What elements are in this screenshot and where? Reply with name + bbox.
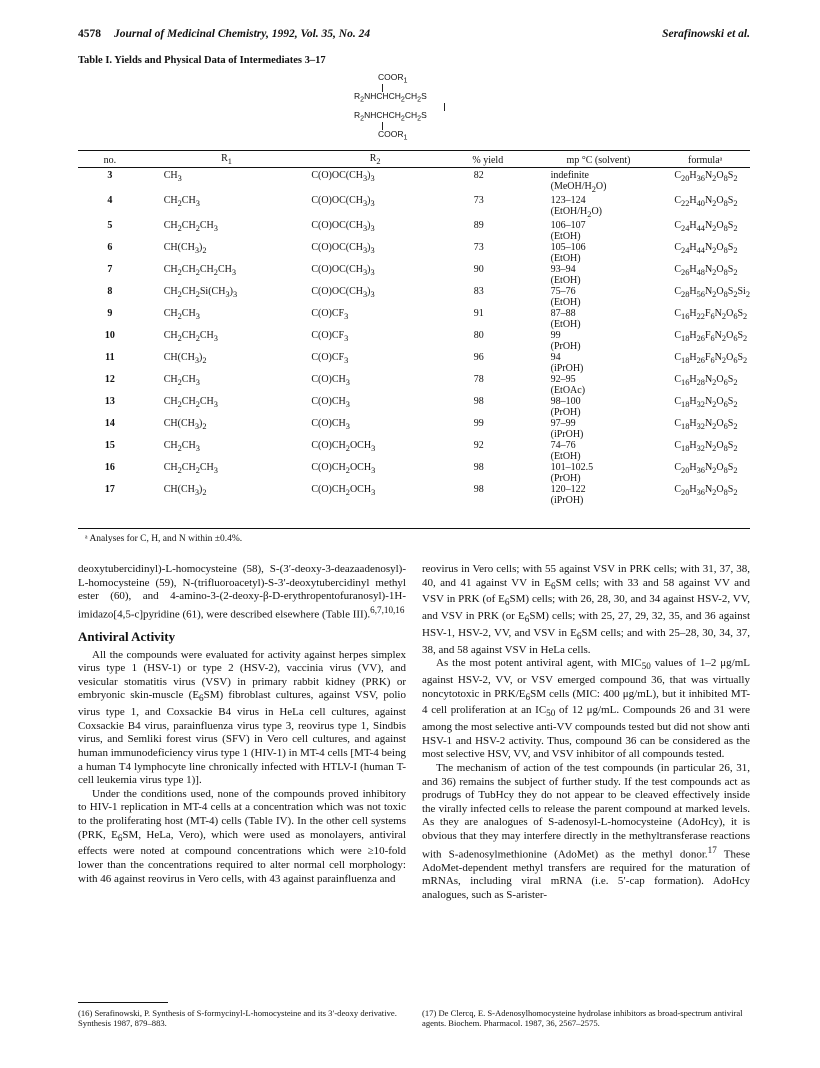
cell-formula: $C_{20}H_{36}N_2O_8S_2$	[674, 462, 738, 475]
cell-yield: 82	[473, 170, 484, 181]
chemical-structure	[340, 72, 470, 142]
cell-r2: $C(O)CH_3$	[311, 374, 350, 387]
cell-r2: $C(O)OC(CH_3)_3$	[311, 170, 375, 183]
table-row	[78, 170, 750, 195]
cell-no: 16	[104, 462, 115, 473]
cell-no: 17	[104, 484, 115, 495]
structure-line-1: $R_2NHCHCH_2CH_2S$	[354, 91, 427, 104]
cell-r1: $CH_2CH_2CH_2CH_3$	[163, 264, 237, 277]
cell-no: 5	[107, 220, 113, 231]
cell-yield: 98	[473, 396, 484, 407]
cell-mp: 98–100 (PrOH)	[550, 396, 581, 418]
cell-yield: 98	[473, 462, 484, 473]
body-paragraph: Under the conditions used, none of the compounds proved inhibitory to HIV-1 replication in MT-4 cells at a concentration which was not toxic to the proliferating host (MT-4) cells (Table IV). In the other cell systems (PRK, $E_6SM$, HeLa, Vero), which were used as monolayers, antiviral effects were noted at compound concentrations which were ≥10-fold lower than the concentrations required to alter normal cell morphology: with 46 against reovirus in Vero cells, with 43 against parainfluenza and	[78, 787, 406, 885]
intro-paragraph: deoxytubercidinyl)-L-homocysteine (58), S-(3′-deoxy-3-deazaadenosyl)-L-homocysteine (59), N-(trifluoroacetyl)-S-3′-deoxytubercidinyl methyl ester (60), and 4-amino-3-(2-deoxy-β-D-erythropentofuranosyl)-1H-imidazo[4,5-c]pyridine (61), were described elsewhere (Table III).$^{6,7,10,16}$	[78, 563, 406, 621]
section-heading: Antiviral Activity	[78, 629, 176, 645]
cell-formula: $C_{22}H_{40}N_2O_8S_2$	[674, 195, 738, 208]
cell-r1: $CH_2CH_3$	[163, 308, 200, 321]
col-header-mp: mp °C (solvent)	[566, 154, 631, 166]
cell-r1: $CH_2CH_2CH_3$	[163, 462, 218, 475]
reference-16: (16) Serafinowski, P. Synthesis of S-formycinyl-L-homocysteine and its 3′-deoxy derivative. Synthesis 1987, 879–883.	[78, 1008, 397, 1029]
table-row	[78, 462, 750, 484]
cell-mp: 94 (iPrOH)	[550, 352, 584, 374]
cell-formula: $C_{16}H_{22}F_6N_2O_6S_2$	[674, 308, 748, 321]
cell-mp: 74–76 (EtOH)	[550, 440, 581, 462]
cell-mp: 123–124 $(EtOH/H_2O)$	[550, 195, 603, 219]
cell-no: 10	[104, 330, 115, 341]
table-row	[78, 396, 750, 418]
cell-r1: $CH(CH_3)_2$	[163, 352, 207, 365]
cell-no: 13	[104, 396, 115, 407]
structure-line-2: $R_2NHCHCH_2CH_2S$	[354, 110, 427, 123]
col-header-formula: formulaᵃ	[687, 154, 723, 166]
page-number: 4578	[78, 28, 101, 40]
cell-r2: $C(O)CF_3$	[311, 352, 349, 365]
cell-formula: $C_{24}H_{44}N_2O_8S_2$	[674, 242, 738, 255]
structure-bottom-group: $COOR_1$	[378, 129, 408, 142]
cell-yield: 78	[473, 374, 484, 385]
table-row	[78, 440, 750, 462]
table-header-row	[78, 152, 750, 170]
cell-r2: $C(O)OC(CH_3)_3$	[311, 286, 375, 299]
cell-formula: $C_{20}H_{36}N_2O_8S_2$	[674, 484, 738, 497]
cell-r1: $CH(CH_3)_2$	[163, 484, 207, 497]
cell-r2: $C(O)CF_3$	[311, 330, 349, 343]
cell-formula: $C_{18}H_{32}N_2O_8S_2$	[674, 440, 738, 453]
cell-mp: 87–88 (EtOH)	[550, 308, 581, 330]
cell-r2: $C(O)CH_2OCH_3$	[311, 462, 376, 475]
cell-formula: $C_{18}H_{26}F_6N_2O_6S_2$	[674, 352, 748, 365]
table-row	[78, 484, 750, 506]
cell-r1: $CH_2CH_2CH_3$	[163, 220, 218, 233]
cell-formula: $C_{18}H_{26}F_6N_2O_6S_2$	[674, 330, 748, 343]
table-bottom-rule	[78, 528, 750, 529]
journal-citation: Journal of Medicinal Chemistry, 1992, Vol. 35, No. 24	[114, 28, 371, 40]
cell-r2: $C(O)CH_2OCH_3$	[311, 484, 376, 497]
cell-mp: 97–99 (iPrOH)	[550, 418, 584, 440]
body-paragraph: The mechanism of action of the test compounds (in particular 26, 31, and 36) remains the subject of further study. If the test compounds act as prodrugs of TubHcy they do not appear to be cleaved effectively inside the virally infected cells to release the parent compound at marked levels. As they are analogues of S-adenosyl-L-homocysteine (AdoHcy), it is obvious that they may interfere directly in the methyltransferase reactions with S-adenosylmethionine (AdoMet) as the methyl donor.$^{17}$ These AdoMet-dependent methyl transfers are required for the maturation of mRNAs, including viral mRNA (i.e. 5′-cap formation). AdoHcy analogues, such as S-arister-	[422, 762, 750, 902]
cell-yield: 89	[473, 220, 484, 231]
table-top-rule	[78, 150, 750, 151]
cell-no: 11	[105, 352, 115, 363]
table-row	[78, 418, 750, 440]
cell-mp: 105–106 (EtOH)	[550, 242, 586, 264]
cell-yield: 99	[473, 418, 484, 429]
cell-yield: 80	[473, 330, 484, 341]
reference-17: (17) De Clercq, E. S-Adenosylhomocysteine hydrolase inhibitors as broad-spectrum antiviral agents. Biochem. Pharmacol. 1987, 36, 2567–2575.	[422, 1008, 743, 1029]
cell-formula: $C_{18}H_{32}N_2O_6S_2$	[674, 418, 738, 431]
cell-yield: 83	[473, 286, 484, 297]
col-header-yield: % yield	[472, 154, 504, 166]
cell-r2: $C(O)CH_3$	[311, 418, 350, 431]
cell-r1: $CH_2CH_2CH_3$	[163, 396, 218, 409]
cell-mp: 93–94 (EtOH)	[550, 264, 581, 286]
cell-r2: $C(O)CH_3$	[311, 396, 350, 409]
cell-r1: $CH_2CH_2CH_3$	[163, 330, 218, 343]
cell-no: 4	[107, 195, 113, 206]
table-row	[78, 352, 750, 374]
body-paragraph: reovirus in Vero cells; with 55 against VSV in PRK cells; with 31, 37, 38, 40, and 41 against VV in $E_6SM$ cells; with 33 and 58 against VV and VSV in PRK (of $E_6SM$) cells; with 26, 28, 30, and 34 against HSV-2, VV, and VSV in PRK (or $E_6SM$) cells; with 25, 27, 29, 32, 35, and 36 against HSV-1, HSV-2, VV, and VSV in $E_6SM$ cells; and with 25–28, 30, 34, 37, 38, and 58 against VSV in HeLa cells.	[422, 563, 750, 656]
cell-no: 3	[107, 170, 113, 181]
table-footnote: ᵃ Analyses for C, H, and N within ±0.4%.	[85, 534, 243, 544]
cell-r1: $CH_3$	[163, 170, 182, 183]
cell-yield: 92	[473, 440, 484, 451]
running-header	[78, 28, 750, 44]
cell-mp: indefinite $(MeOH/H_2O)$	[550, 170, 607, 194]
left-column	[78, 563, 406, 886]
cell-no: 9	[107, 308, 113, 319]
table-row	[78, 308, 750, 330]
cell-yield: 73	[473, 242, 484, 253]
cell-r1: $CH(CH_3)_2$	[163, 242, 207, 255]
cell-r2: $C(O)CH_2OCH_3$	[311, 440, 376, 453]
cell-mp: 120–122 (iPrOH)	[550, 484, 586, 506]
footnote-rule	[78, 1002, 168, 1003]
cell-no: 15	[104, 440, 115, 451]
structure-top-group: $COOR_1$	[378, 72, 408, 85]
data-table	[78, 152, 750, 506]
cell-formula: $C_{28}H_{56}N_2O_8S_2Si_2$	[674, 286, 750, 299]
body-paragraph: As the most potent antiviral agent, with $MIC_{50}$ values of 1–2 μg/mL against HSV-2, VV, or VSV emerged compound 36, that was virtually noncytotoxic in PRK/$E_6SM$ cells (MIC: 400 μg/mL), but it inhibited MT-4 cell proliferation at an $IC_{50}$ of 12 μg/mL. Compounds 26 and 31 were among the most selective anti-VV compounds tested but did not show anti HSV-1 and HSV-2 activity. Thus, compound 36 can be considered as the most selective HSV, VV, and VSV inhibitor of all compounds tested.	[422, 657, 750, 761]
cell-formula: $C_{20}H_{36}N_2O_8S_2$	[674, 170, 738, 183]
cell-mp: 106–107 (EtOH)	[550, 220, 586, 242]
right-column	[422, 563, 750, 903]
cell-no: 14	[104, 418, 115, 429]
col-header-no: no.	[103, 154, 117, 166]
cell-formula: $C_{16}H_{28}N_2O_6S_2$	[674, 374, 738, 387]
table-row	[78, 220, 750, 242]
cell-no: 7	[107, 264, 113, 275]
cell-formula: $C_{18}H_{32}N_2O_6S_2$	[674, 396, 738, 409]
cell-yield: 90	[473, 264, 484, 275]
cell-r2: $C(O)OC(CH_3)_3$	[311, 220, 375, 233]
cell-formula: $C_{24}H_{44}N_2O_8S_2$	[674, 220, 738, 233]
cell-r2: $C(O)OC(CH_3)_3$	[311, 195, 375, 208]
cell-r1: $CH(CH_3)_2$	[163, 418, 207, 431]
cell-r2: $C(O)OC(CH_3)_3$	[311, 242, 375, 255]
cell-mp: 99 (PrOH)	[550, 330, 581, 352]
col-header-r1: $R_1$	[221, 153, 232, 166]
table-row	[78, 330, 750, 352]
table-row	[78, 374, 750, 396]
cell-yield: 91	[473, 308, 484, 319]
cell-r1: $CH_2CH_3$	[163, 440, 200, 453]
table-row	[78, 264, 750, 286]
cell-formula: $C_{26}H_{48}N_2O_8S_2$	[674, 264, 738, 277]
cell-mp: 92–95 (EtOAc)	[550, 374, 586, 396]
body-paragraph: All the compounds were evaluated for activity against herpes simplex virus type 1 (HSV-1) or type 2 (HSV-2), vaccinia virus (VV), and vesicular stomatitis virus (VSV) in primary rabbit kidney (PRK) or embryonic skin-muscle $(E_6SM)$ fibroblast cultures, against VSV, polio virus type 1, and Coxsackie B4 virus in HeLa cell cultures, against Coxsackie B4 virus, parainfluenza virus type 3, reovirus type 1, Sindbis virus, and Semliki forest virus (SFV) in Vero cell cultures, and against human immunodeficiency virus type 1 (HIV-1) in MT-4 cells [MT-4 being a human T4 lymphocyte line chronically infected with HTLV-I (human T-cell leukemia virus type 1)].	[78, 648, 406, 787]
cell-no: 6	[107, 242, 113, 253]
table-caption: Table I. Yields and Physical Data of Intermediates 3–17	[78, 55, 326, 66]
table-row	[78, 195, 750, 220]
cell-r2: $C(O)CF_3$	[311, 308, 349, 321]
table-row	[78, 286, 750, 308]
cell-yield: 98	[473, 484, 484, 495]
cell-mp: 75–76 (EtOH)	[550, 286, 581, 308]
cell-r1: $CH_2CH_3$	[163, 374, 200, 387]
col-header-r2: $R_2$	[369, 153, 381, 166]
cell-no: 12	[104, 374, 115, 385]
running-authors: Serafinowski et al.	[662, 28, 750, 40]
cell-mp: 101–102.5 (PrOH)	[550, 462, 594, 484]
cell-no: 8	[107, 286, 113, 297]
cell-yield: 96	[473, 352, 484, 363]
cell-yield: 73	[473, 195, 484, 206]
table-row	[78, 242, 750, 264]
cell-r2: $C(O)OC(CH_3)_3$	[311, 264, 375, 277]
cell-r1: $CH_2CH_2Si(CH_3)_3$	[163, 286, 238, 299]
cell-r1: $CH_2CH_3$	[163, 195, 200, 208]
